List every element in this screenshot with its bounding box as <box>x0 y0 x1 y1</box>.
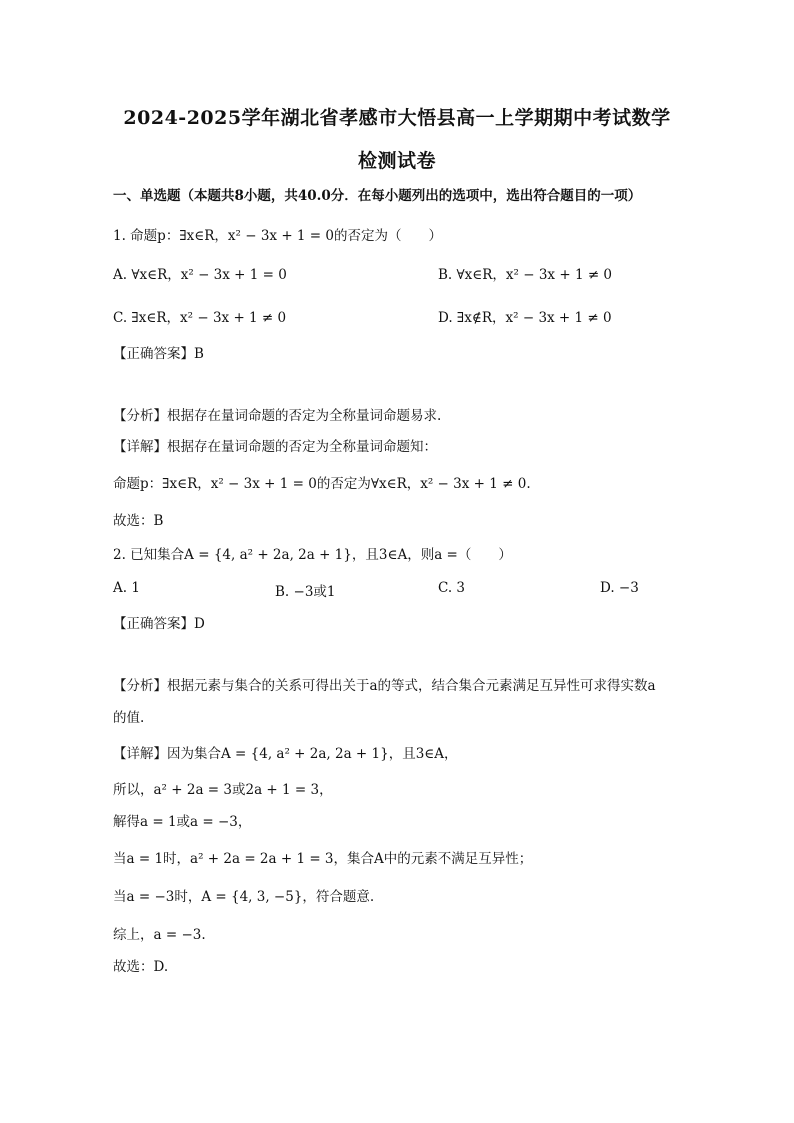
q2-answer: 【正确答案】D <box>113 616 205 632</box>
q2-analysis-2: 的值. <box>113 710 145 726</box>
q1-option-a: A. ∀x∈R，x² − 3x + 1 = 0 <box>113 267 287 283</box>
doc-title-line1: 2024-2025学年湖北省孝感市大悟县高一上学期期中考试数学 <box>123 107 671 129</box>
q1-option-b: B. ∀x∈R，x² − 3x + 1 ≠ 0 <box>438 267 613 283</box>
q2-detail: 【详解】因为集合A = {4, a² + 2a, 2a + 1}，且3∈A， <box>113 746 458 762</box>
q2-option-b: B. −3或1 <box>275 584 336 600</box>
q1-detail-2: 命题p：∃x∈R，x² − 3x + 1 = 0的否定为∀x∈R，x² − 3x + 1 ≠ 0. <box>113 476 531 492</box>
section-heading: 一、单选题（本题共8小题，共40.0分．在每小题列出的选项中，选出符合题目的一项） <box>113 188 642 204</box>
q2-step-5: 综上，a = −3. <box>113 927 206 943</box>
q2-step-4: 当a = −3时，A = {4, 3, −5}，符合题意. <box>113 889 375 905</box>
q1-choose: 故选：B <box>113 513 164 529</box>
q2-stem: 2. 已知集合A = {4, a² + 2a, 2a + 1}，且3∈A，则a =（ ） <box>113 547 512 563</box>
q2-option-d: D. −3 <box>600 580 639 596</box>
q2-step-2: 解得a = 1或a = −3， <box>113 814 252 830</box>
q2-option-a: A. 1 <box>113 580 140 596</box>
q1-option-c: C. ∃x∈R，x² − 3x + 1 ≠ 0 <box>113 310 287 326</box>
q1-option-d: D. ∃x∉R，x² − 3x + 1 ≠ 0 <box>438 310 612 326</box>
q1-detail: 【详解】根据存在量词命题的否定为全称量词命题知： <box>113 439 437 455</box>
q1-analysis: 【分析】根据存在量词命题的否定为全称量词命题易求. <box>113 408 442 424</box>
q2-step-3: 当a = 1时，a² + 2a = 2a + 1 = 3，集合A中的元素不满足互异性； <box>113 851 533 867</box>
q2-option-c: C. 3 <box>438 580 466 596</box>
doc-title-line2: 检测试卷 <box>357 150 436 172</box>
q1-stem: 1. 命题p：∃x∈R，x² − 3x + 1 = 0的否定为（ ） <box>113 228 442 244</box>
q1-answer: 【正确答案】B <box>113 346 204 362</box>
q2-choose: 故选：D. <box>113 959 169 975</box>
q2-analysis-1: 【分析】根据元素与集合的关系可得出关于a的等式，结合集合元素满足互异性可求得实数a <box>113 678 656 694</box>
q2-step-1: 所以，a² + 2a = 3或2a + 1 = 3， <box>113 782 333 798</box>
